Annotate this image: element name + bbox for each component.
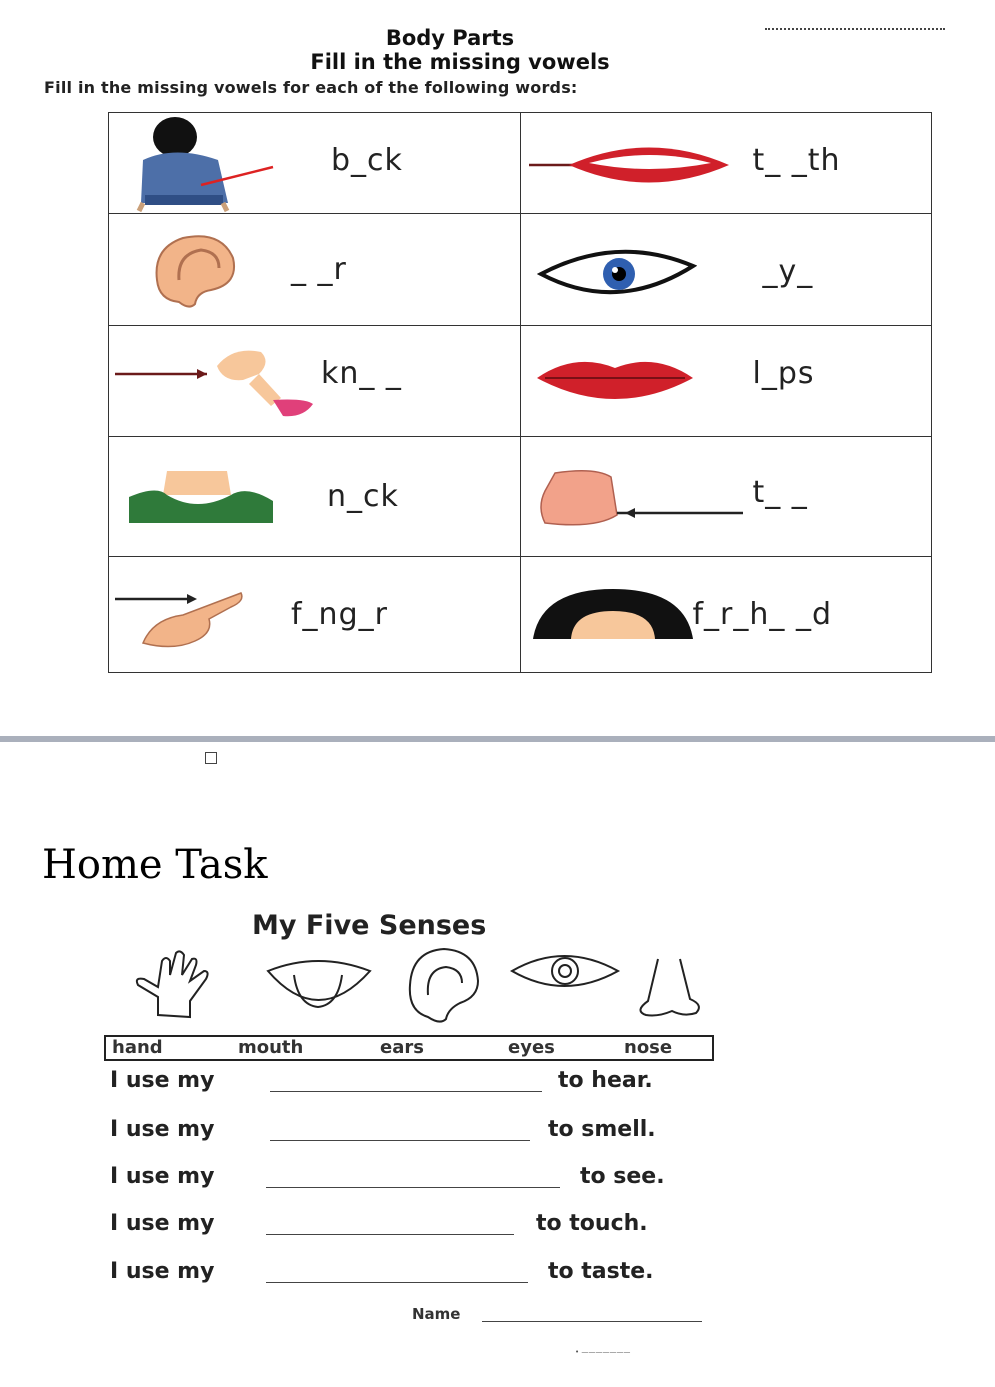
- answer-blank[interactable]: [266, 1233, 514, 1235]
- forehead-icon: [531, 587, 696, 643]
- word-bank-item: mouth: [238, 1037, 304, 1058]
- word-bank-item: nose: [624, 1037, 673, 1058]
- missing-vowel-word: _y_: [762, 254, 814, 289]
- missing-vowel-word: t_ _: [752, 475, 808, 510]
- word-bank-item: hand: [112, 1037, 163, 1058]
- sentence-end: to taste.: [548, 1259, 654, 1284]
- worksheet-title: Body Parts: [385, 26, 515, 50]
- name-blank[interactable]: [482, 1321, 702, 1322]
- back-icon: [123, 115, 293, 213]
- missing-vowel-word: t_ _th: [752, 143, 841, 178]
- grid-row: [109, 214, 932, 326]
- grid-row: [109, 557, 932, 673]
- sentence-start: I use my: [110, 1259, 215, 1284]
- sentence-end: to see.: [580, 1164, 665, 1189]
- ear-icon: [410, 949, 478, 1022]
- sentence-row: [110, 1117, 710, 1142]
- home-task-heading: Home Task: [42, 842, 268, 888]
- knee-icon: [113, 344, 328, 424]
- missing-vowel-word: f_r_h_ _d: [692, 597, 832, 632]
- missing-vowel-word: kn_ _: [321, 356, 402, 391]
- sentence-row: [110, 1259, 710, 1284]
- hand-icon: [137, 951, 208, 1017]
- sentence-row: [110, 1068, 710, 1093]
- grid-row: [109, 326, 932, 437]
- toe-icon: [535, 467, 745, 531]
- word-bank-item: eyes: [508, 1037, 555, 1058]
- sentence-start: I use my: [110, 1211, 215, 1236]
- neck-icon: [127, 469, 277, 529]
- sentence-start: I use my: [110, 1117, 215, 1142]
- grid-cell: [109, 113, 521, 214]
- grid-cell: [520, 557, 932, 673]
- grid-cell: [109, 214, 521, 326]
- grid-cell: [520, 326, 932, 437]
- ear-icon: [149, 230, 239, 310]
- nose-icon: [640, 959, 698, 1016]
- body-parts-grid: [108, 112, 932, 673]
- grid-cell: [520, 437, 932, 557]
- name-label: Name: [412, 1305, 461, 1323]
- small-square-icon: [205, 752, 217, 764]
- eye-icon: [537, 246, 697, 300]
- finger-icon: [113, 585, 248, 655]
- missing-vowel-word: l_ps: [752, 356, 815, 391]
- grid-row: [109, 437, 932, 557]
- word-bank: [104, 1035, 714, 1061]
- answer-blank[interactable]: [270, 1139, 530, 1141]
- five-senses-title: My Five Senses: [252, 910, 487, 941]
- lips-icon: [535, 356, 695, 406]
- missing-vowel-word: _ _r: [291, 252, 347, 287]
- copyright-mark: • ———————: [575, 1348, 631, 1356]
- grid-row: [109, 113, 932, 214]
- eye-icon: [512, 956, 618, 986]
- missing-vowel-word: f_ng_r: [291, 597, 388, 632]
- grid-cell: [520, 113, 932, 214]
- sentence-end: to touch.: [536, 1211, 648, 1236]
- grid-cell: [520, 214, 932, 326]
- missing-vowel-word: b_ck: [331, 143, 403, 178]
- grid-cell: [109, 326, 521, 437]
- worksheet-subtitle: Fill in the missing vowels: [310, 50, 610, 74]
- sentence-row: [110, 1211, 710, 1236]
- sentence-start: I use my: [110, 1068, 215, 1093]
- answer-blank[interactable]: [266, 1281, 528, 1283]
- sentence-start: I use my: [110, 1164, 215, 1189]
- grid-cell: [109, 437, 521, 557]
- word-bank-item: ears: [380, 1037, 424, 1058]
- grid-cell: [109, 557, 521, 673]
- answer-blank[interactable]: [266, 1186, 560, 1188]
- tongue-icon: [268, 961, 370, 1007]
- sentence-end: to hear.: [558, 1068, 653, 1093]
- answer-blank[interactable]: [270, 1090, 542, 1092]
- senses-icons: [128, 945, 718, 1025]
- missing-vowel-word: n_ck: [327, 479, 399, 514]
- teeth-icon: [529, 135, 734, 195]
- section-divider: [0, 736, 995, 742]
- sentence-end: to smell.: [548, 1117, 656, 1142]
- sentence-row: [110, 1164, 710, 1189]
- worksheet-instruction: Fill in the missing vowels for each of the following words:: [44, 78, 578, 97]
